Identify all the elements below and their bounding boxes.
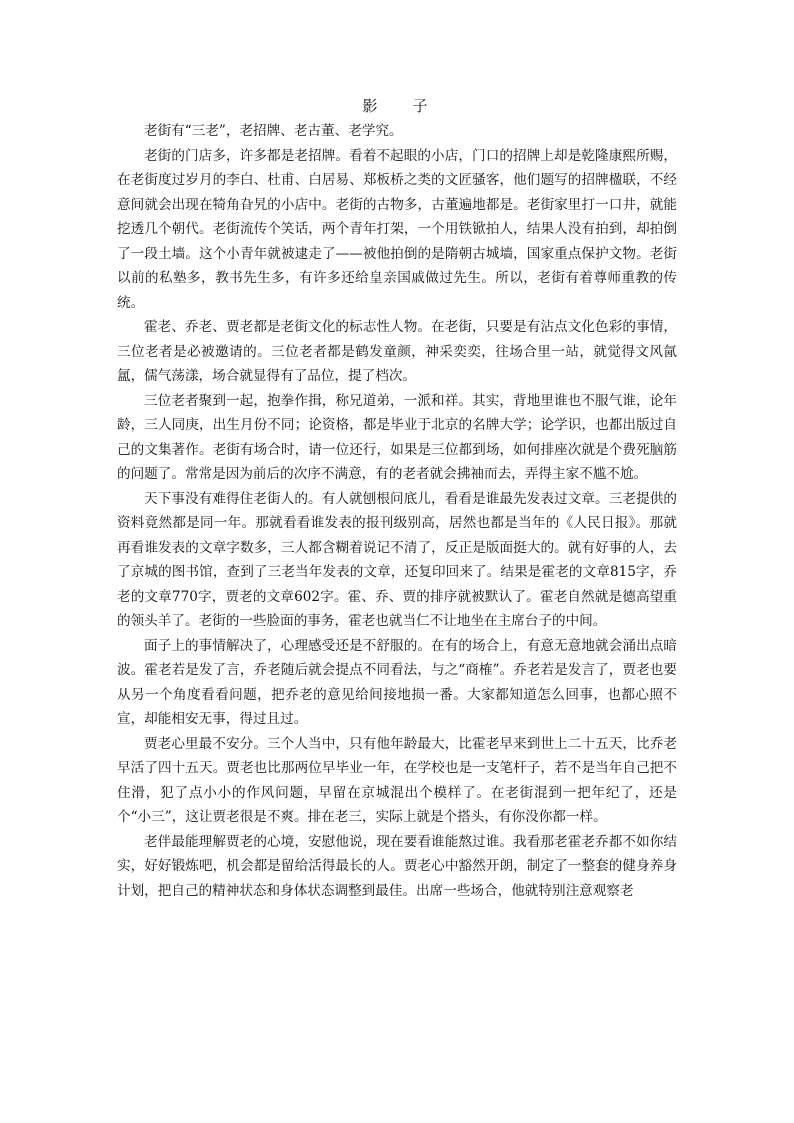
paragraph-4: 三位老者聚到一起，抱拳作揖，称兄道弟，一派和祥。其实，背地里谁也不服气谁，论年龄，三人同庚，出生月份不同；论资格，都是毕业于北京的名牌大学；论学识，也都出版过自己的文集著作。老街有场合时，请一位还行，如果是三位都到场，如何排座次就是个费死脑筋的问题了。常常是因为前后的次序不满意，有的老者就会拂袖而去，弄得主家不尴不尬。 — [117, 392, 677, 482]
paragraph-3: 霍老、乔老、贾老都是老街文化的标志性人物。在老街，只要是有沾点文化色彩的事情，三位老者是必被邀请的。三位老者都是鹤发童颜，神采奕奕，往场合里一站，就觉得文风氤氲，儒气荡漾，场合就显得有了品位，提了档次。 — [117, 319, 677, 384]
document-body — [117, 119, 677, 903]
paragraph-2: 老街的门店多，许多都是老招牌。看着不起眼的小店，门口的招牌上却是乾隆康熙所赐，在老街度过岁月的李白、杜甫、白居易、郑板桥之类的文匠骚客，他们题写的招牌楹联，不经意间就会出现在犄角旮旯的小店中。老街的古物多，古董遍地都是。老街家里打一口井，就能挖透几个朝代。老街流传个笑话，两个青年打架，一个用铁锨拍人，结果人没有拍到，却拍倒了一段土墙。这个小青年就被逮走了——被他拍倒的是隋朝古城墙，国家重点保护文物。老街以前的私塾多，教书先生多，有许多还给皇亲国戚做过先生。所以，老街有着尊师重教的传统。 — [117, 147, 677, 311]
paragraph-5: 天下事没有难得住老街人的。有人就刨根问底儿，看看是谁最先发表过文章。三老提供的资料竟然都是同一年。那就看看谁发表的报刊级别高，居然也都是当年的《人民日报》。那就再看谁发表的文章字数多，三人都含糊着说记不清了，反正是版面挺大的。就有好事的人，去了京城的图书馆，查到了三老当年发表的文章，还复印回来了。结果是霍老的文章815字，乔老的文章770字，贾老的文章602字。霍、乔、贾的排序就被默认了。霍老自然就是德高望重的领头羊了。老街的一些脸面的事务，霍老也就当仁不让地坐在主席台子的中间。 — [117, 490, 677, 629]
paragraph-8: 老伴最能理解贾老的心境，安慰他说，现在要看谁能熬过谁。我看那老霍老乔都不如你结实，好好锻炼吧，机会都是留给活得最长的人。贾老心中豁然开朗，制定了一整套的健身养身计划，把自己的精神状态和身体状态调整到最佳。出席一些场合，他就特别注意观察老 — [117, 833, 677, 899]
paragraph-6: 面子上的事情解决了，心理感受还是不舒服的。在有的场合上，有意无意地就会涌出点暗波。霍老若是发了言，乔老随后就会提点不同看法，与之“商榷”。乔老若是发言了，贾老也要从另一个角度看看问题，把乔老的意见给间接地损一番。大家都知道怎么回事，也都心照不宣，却能相安无事，得过且过。 — [117, 637, 677, 727]
paragraph-7: 贾老心里最不安分。三个人当中，只有他年龄最大，比霍老早来到世上二十五天，比乔老早活了四十五天。贾老也比那两位早毕业一年，在学校也是一支笔杆子，若不是当年自己把不住滑，犯了点小小的作风问题，早留在京城混出个模样了。在老街混到一把年纪了，还是个“小三”，这让贾老很是不爽。排在老三，实际上就是个搭头，有你没你都一样。 — [117, 735, 677, 825]
paragraph-1: 老街有“三老”，老招牌、老古董、老学究。 — [144, 123, 403, 139]
document-title: 影 子 — [362, 97, 438, 115]
